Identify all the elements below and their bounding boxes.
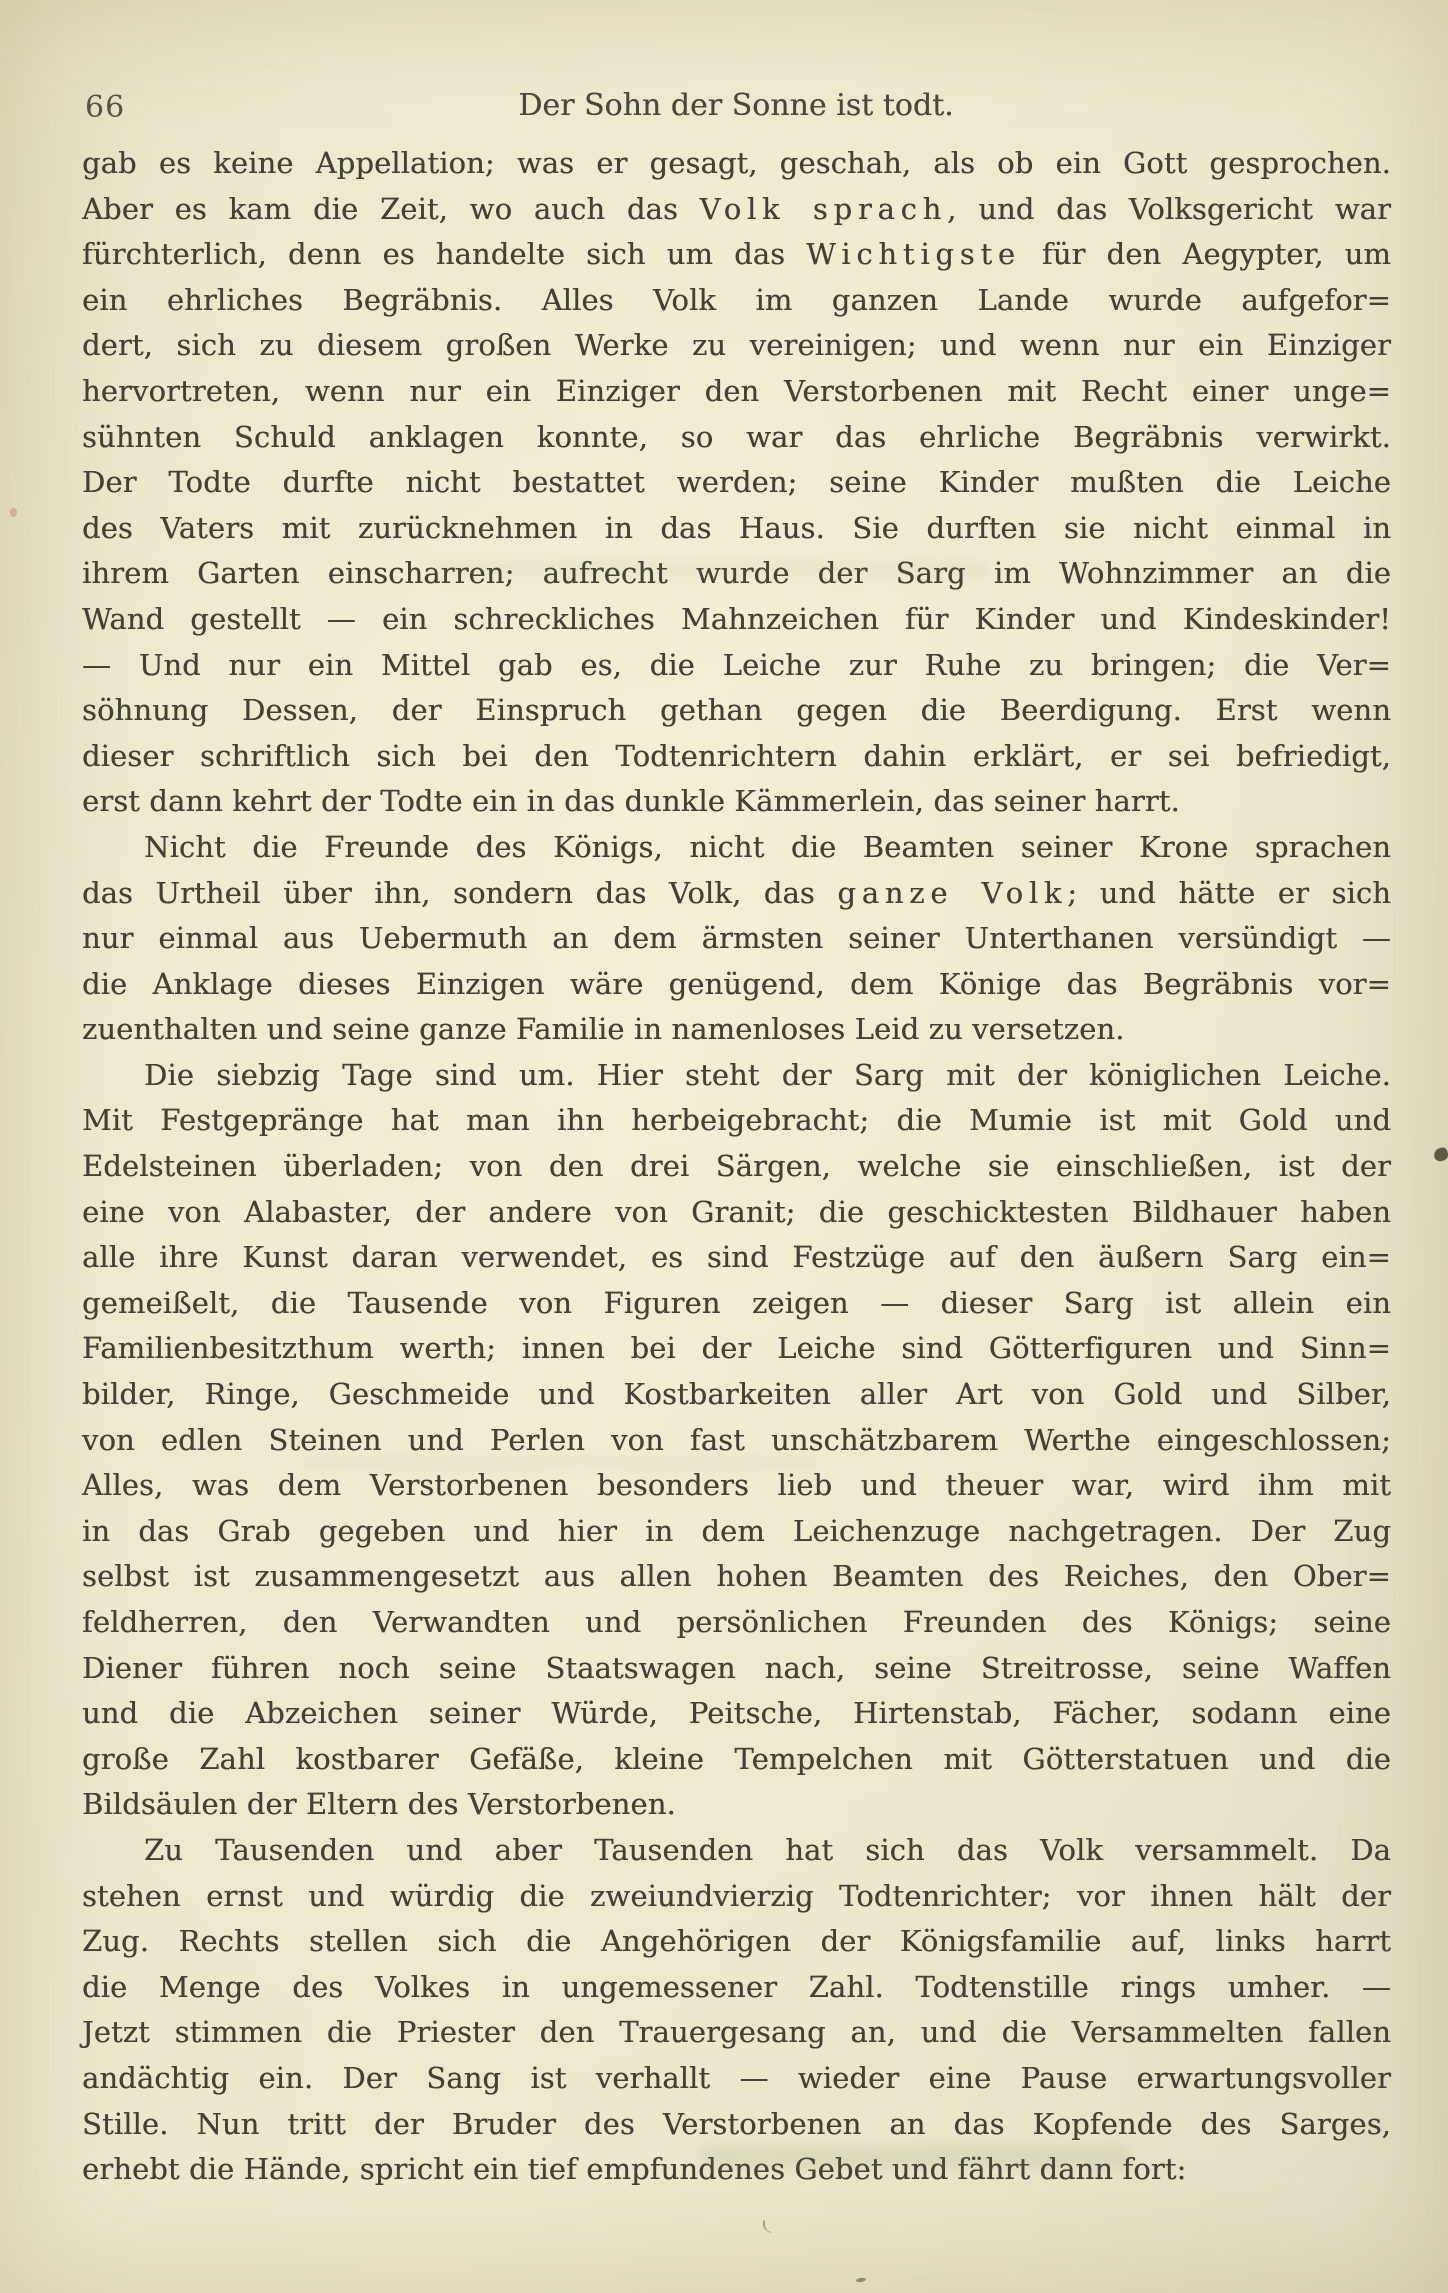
running-header-title: Der Sohn der Sonne ist todt. [518,88,954,123]
text-segment: gab es keine Appellation; was er gesagt, geschah, als ob ein Gott gesprochen. [82,146,1391,180]
text-segment: selbst ist zusammengesetzt aus allen hohen Beamten des Reiches, den Ober= [82,1559,1391,1594]
text-line [82,1190,1391,1236]
text-segment: eine von Alabaster, der andere von Granit; die geschicktesten Bildhauer haben [82,1194,1391,1229]
text-line [82,1828,1391,1874]
text-segment: und die Abzeichen seiner Würde, Peitsche, Hirtenstab, Fächer, sodann eine [82,1696,1391,1731]
text-segment: erst dann kehrt der Todte ein in das dunkle Kämmerlein, das seiner harrt. [82,784,1180,819]
text-segment: zuenthalten und seine ganze Familie in namenloses Leid zu versetzen. [82,1012,1125,1047]
text-segment: andächtig ein. Der Sang ist verhallt — wieder eine Pause erwartungsvoller [82,2060,1391,2095]
text-segment: alle ihre Kunst daran verwendet, es sind Festzüge auf den äußern Sarg ein= [82,1240,1391,1275]
paragraph [82,825,1391,1053]
text-line [82,1372,1391,1418]
paper-speck [761,2220,774,2233]
text-line [82,1554,1391,1600]
text-segment: hervortreten, wenn nur ein Einziger den Verstorbenen mit Recht einer unge= [82,373,1391,408]
text-segment: große Zahl kostbarer Gefäße, kleine Tempelchen mit Götterstatuen und die [82,1741,1391,1776]
text-line [82,506,1391,552]
text-segment: Stille. Nun tritt der Bruder des Verstorbenen an das Kopfende des Sarges, [82,2106,1391,2141]
text-segment: Bildsäulen der Eltern des Verstorbenen. [82,1787,676,1822]
text-segment: bilder, Ringe, Geschmeide und Kostbarkeiten aller Art von Gold und Silber, [82,1377,1391,1412]
page-number: 66 [85,90,126,125]
text-line [82,415,1391,461]
text-line [82,1782,1391,1828]
text-line [82,1509,1391,1555]
text-segment: Zu Tausenden und aber Tausenden hat sich das Volk versammelt. Da [144,1832,1391,1867]
emphasized-text: Wichtigste [806,237,1021,272]
text-line [82,278,1391,324]
running-header [82,88,1390,132]
text-segment: Edelsteinen überladen; von den drei Särgen, welche sie einschließen, ist der [82,1149,1391,1184]
text-line [82,1281,1391,1327]
text-segment: für den Aegypter, um [1020,237,1391,272]
paper-speck [856,2277,866,2282]
text-segment: , und das Volksgericht war [947,191,1391,226]
text-segment: — Und nur ein Mittel gab es, die Leiche zur Ruhe zu bringen; die Ver= [82,647,1391,682]
text-segment: Nicht die Freunde des Königs, nicht die Beamten seiner Krone sprachen [144,829,1391,864]
text-segment: von edlen Steinen und Perlen von fast unschätzbarem Werthe eingeschlossen; [82,1422,1391,1457]
text-segment: dieser schriftlich sich bei den Todtenrichtern dahin erklärt, er sei befriedigt, [82,738,1391,773]
text-line [82,1874,1391,1920]
text-segment: Die siebzig Tage sind um. Hier steht der Sarg mit der königlichen Leiche. [144,1057,1391,1092]
text-line [82,1737,1391,1783]
text-line [82,962,1391,1008]
text-line [82,688,1391,734]
text-line [82,1600,1391,1646]
text-line [82,2056,1391,2102]
text-line [82,187,1391,233]
text-line [82,551,1391,597]
text-line [82,2102,1391,2148]
text-segment: ein ehrliches Begräbnis. Alles Volk im ganzen Lande wurde aufgefor= [82,282,1391,317]
text-segment: Jetzt stimmen die Priester den Trauergesang an, und die Versammelten fallen [82,2015,1391,2050]
text-line [82,734,1391,780]
text-segment: söhnung Dessen, der Einspruch gethan gegen die Beerdigung. Erst wenn [82,693,1391,728]
text-segment: fürchterlich, denn es handelte sich um das [82,237,807,272]
text-line [82,1007,1391,1053]
text-line [82,369,1391,415]
text-line [82,643,1391,689]
emphasized-text: Volk sprach [699,191,948,226]
text-line [82,2010,1391,2056]
text-line [82,1098,1391,1144]
text-segment: feldherren, den Verwandten und persönlichen Freunden des Königs; seine [82,1605,1391,1639]
text-segment: ihrem Garten einscharren; aufrecht wurde der Sarg im Wohnzimmer an die [82,556,1391,591]
text-segment: ; und hätte er sich [1067,875,1392,910]
text-line [82,1418,1391,1464]
text-segment: sühnten Schuld anklagen konnte, so war das ehrliche Begräbnis verwirkt. [82,419,1391,454]
text-line [82,460,1391,506]
text-line [82,141,1391,187]
text-segment: Der Todte durfte nicht bestattet werden; seine Kinder mußten die Leiche [82,465,1391,500]
text-segment: die Anklage dieses Einzigen wäre genügend, dem Könige das Begräbnis vor= [82,966,1391,1001]
paragraph [82,1053,1391,1828]
text-segment: gemeißelt, die Tausende von Figuren zeigen — dieser Sarg ist allein ein [82,1285,1391,1320]
text-segment: Familienbesitzthum werth; innen bei der Leiche sind Götterfiguren und Sinn= [82,1331,1391,1366]
text-line [82,1144,1391,1190]
text-segment: Aber es kam die Zeit, wo auch das [82,191,700,226]
text-line [82,2147,1391,2193]
text-segment: erhebt die Hände, spricht ein tief empfundenes Gebet und fährt dann fort: [82,2152,1187,2187]
text-line [82,779,1391,825]
text-segment: Wand gestellt — ein schreckliches Mahnzeichen für Kinder und Kindeskinder! [82,601,1391,636]
text-segment: Mit Festgepränge hat man ihn herbeigebracht; die Mumie ist mit Gold und [82,1103,1391,1138]
text-line [82,825,1391,871]
text-segment: in das Grab gegeben und hier in dem Leichenzuge nachgetragen. Der Zug [82,1513,1391,1548]
text-line [82,232,1391,278]
text-line [82,871,1391,917]
text-segment: die Menge des Volkes in ungemessener Zahl. Todtenstille rings umher. — [82,1969,1391,2004]
text-segment: Diener führen noch seine Staatswagen nach, seine Streitrosse, seine Waffen [82,1650,1391,1685]
text-line [82,1235,1391,1281]
text-segment: das Urtheil über ihn, sondern das Volk, das [82,875,838,910]
text-line [82,597,1391,643]
text-line [82,1965,1391,2011]
text-line [82,323,1391,369]
text-segment: stehen ernst und würdig die zweiundvierzig Todtenrichter; vor ihnen hält der [82,1878,1391,1913]
text-line [82,1463,1391,1509]
paragraph [82,141,1391,825]
text-line [82,1053,1391,1099]
text-line [82,1919,1391,1965]
paper-speck [10,508,17,517]
paragraph [82,1828,1391,2193]
text-line [82,1326,1391,1372]
emphasized-text: ganze Volk [837,875,1068,910]
text-block [82,141,1391,2193]
text-segment: Zug. Rechts stellen sich die Angehörigen der Königsfamilie auf, links harrt [82,1924,1391,1959]
text-segment: des Vaters mit zurücknehmen in das Haus. Sie durften sie nicht einmal in [82,510,1391,545]
text-segment: dert, sich zu diesem großen Werke zu vereinigen; und wenn nur ein Einziger [82,328,1391,363]
text-line [82,1691,1391,1737]
text-line [82,916,1391,962]
text-line [82,1646,1391,1692]
text-segment: Alles, was dem Verstorbenen besonders lieb und theuer war, wird ihm mit [82,1468,1391,1503]
text-segment: nur einmal aus Uebermuth an dem ärmsten seiner Unterthanen versündigt — [82,921,1391,956]
paper-edge-mark [1432,1146,1448,1163]
